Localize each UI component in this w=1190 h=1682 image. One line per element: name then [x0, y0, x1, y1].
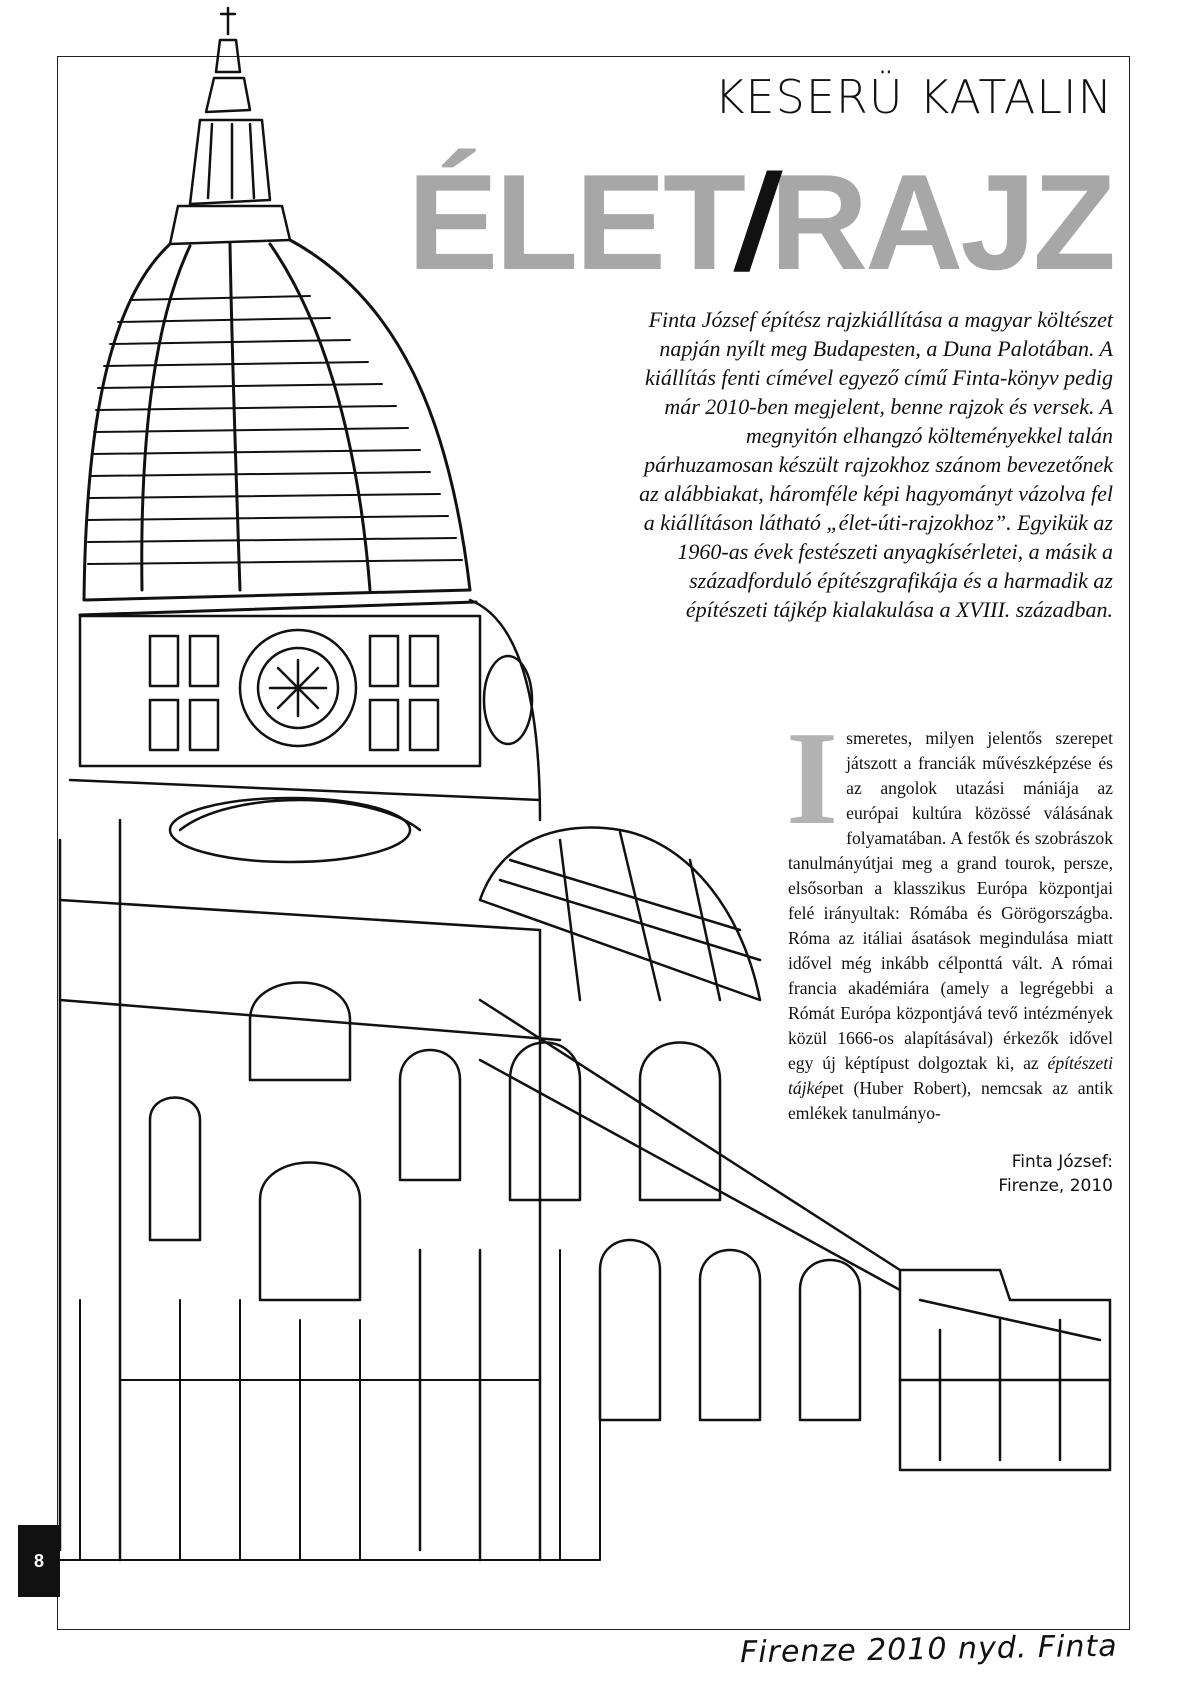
caption-line-2: Firenze, 2010 — [998, 1176, 1113, 1196]
body-text — [786, 704, 1113, 1126]
title-part-elet: ÉLET — [407, 146, 744, 298]
article-title — [407, 140, 1113, 298]
title-slash: / — [728, 146, 785, 298]
author-name: KESERÜ KATALIN — [714, 70, 1113, 124]
title-part-rajz: RAJZ — [769, 146, 1113, 298]
caption-line-1: Finta József: — [1011, 1152, 1113, 1172]
page-number: 8 — [18, 1525, 60, 1597]
lead-paragraph: Finta József építész rajzkiállítása a magyar költészet napján nyílt meg Budapesten, a Duna Palotában. A kiállítás fenti címével egyező című Finta-könyv pedig már 2010-ben megjelent, benne rajzok és versek. A megnyitón elhangzó költeményekkel talán párhuzamosan készült rajzokhoz szánom bevezetőnek az alábbiakat, háromféle képi hagyományt vázolva fel a kiállításon látható „élet-úti-rajzokhoz”. Egyikük az 1960-as évek festészeti anyagkísérletei, a másik a századforduló építészgrafikája és a harmadik az építészeti tájkép kialakulása a XVIII. században. — [639, 307, 1113, 622]
artist-signature: Firenze 2010 nyd. Finta — [739, 1628, 1118, 1671]
drop-cap: I — [786, 704, 839, 852]
body-text-part2: et (Huber Robert), nemcsak az antik emlékek tanulmányo- — [788, 1078, 1113, 1123]
body-emphasis: építészeti tájkép — [788, 1053, 1113, 1098]
body-text-part1: smeretes, milyen jelentős szerepet játszott a franciák művészképzése és az angolok utazási mániája az európai kultúra közössé válásának folyamatában. A festők és szobrászok tanulmányútjai meg a grand tourok, persze, elsősorban a klasszikus Európa központjai felé irányultak: Rómába és Görögországba. Róma az itáliai ásatások megindulása miatt idővel még inkább célponttá vált. A római francia akadémiára (amely a legrégebbi a Rómát Európa központjává tevő intézmények közül 1666-os alapításával) érkezők idővel egy új képtípust dolgoztak ki, az — [788, 728, 1113, 1073]
image-caption — [998, 1150, 1113, 1198]
